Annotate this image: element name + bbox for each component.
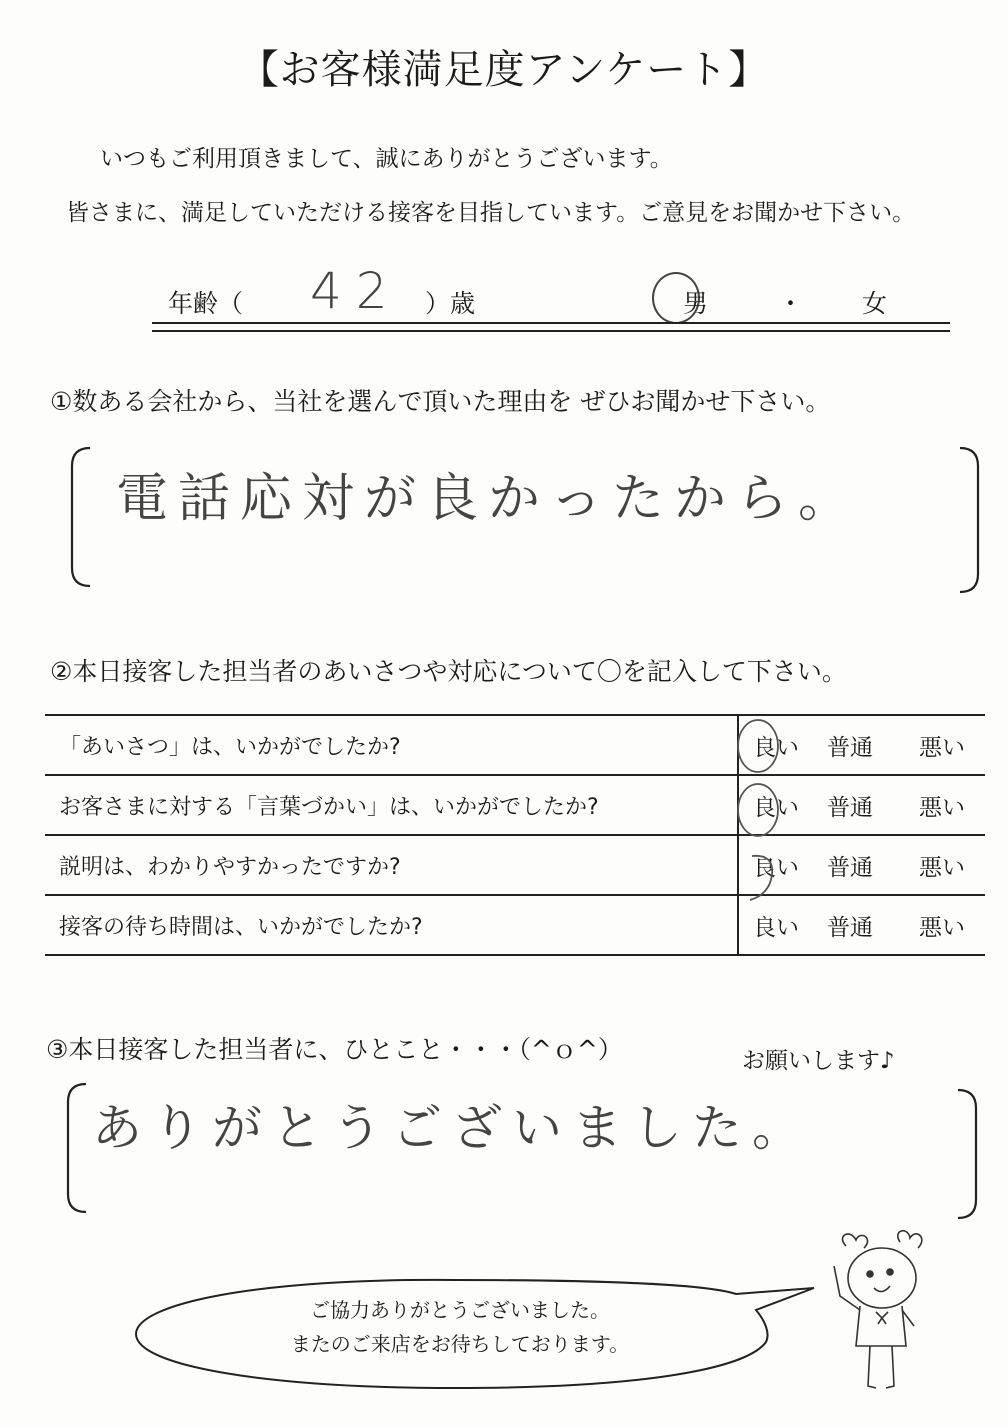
option-normal[interactable]: 普通 bbox=[827, 914, 873, 941]
closing-line-2: またのご来店をお待ちしております。 bbox=[290, 1332, 630, 1356]
profile-underline-2 bbox=[152, 330, 950, 332]
rating-row bbox=[45, 895, 985, 955]
option-good[interactable]: 良い bbox=[753, 854, 799, 881]
rating-row-label: 説明は、わかりやすかったですか? bbox=[45, 835, 738, 895]
rating-row-label: お客さまに対する「言葉づかい」は、いかがでしたか? bbox=[45, 775, 738, 835]
option-good[interactable]: 良い bbox=[753, 794, 799, 821]
closing-line-1: ご協力ありがとうございました。 bbox=[310, 1298, 610, 1322]
option-normal[interactable]: 普通 bbox=[827, 794, 873, 821]
age-suffix: ）歳 bbox=[425, 289, 476, 318]
q3-question: ③本日接客した担当者に、ひとこと・・・（^ｏ^） bbox=[46, 1035, 623, 1064]
option-bad[interactable]: 悪い bbox=[919, 914, 965, 941]
intro-line-2: 皆さまに、満足していただける接客を目指しています。ご意見をお聞かせ下さい。 bbox=[66, 200, 916, 226]
q3-answer[interactable]: ありがとうございました。 bbox=[92, 1099, 812, 1157]
age-label: 年齢（ bbox=[168, 289, 244, 318]
profile-underline-1 bbox=[152, 322, 950, 324]
option-good[interactable]: 良い bbox=[753, 734, 799, 761]
q3-note: お願いします♪ bbox=[742, 1048, 895, 1074]
q1-question: ①数ある会社から、当社を選んで頂いた理由を ぜひお聞かせ下さい。 bbox=[50, 387, 831, 416]
rating-table bbox=[45, 714, 985, 956]
q1-answer[interactable]: 電話応対が良かったから。 bbox=[116, 469, 861, 529]
intro-line-1: いつもご利用頂きまして、誠にありがとうございます。 bbox=[100, 146, 673, 172]
rating-row-label: 接客の待ち時間は、いかがでしたか? bbox=[45, 895, 738, 955]
gender-male[interactable]: 男 bbox=[683, 289, 709, 318]
rating-row-label: 「あいさつ」は、いかがでしたか? bbox=[45, 715, 738, 775]
q2-question: ②本日接客した担当者のあいさつや対応について〇を記入して下さい。 bbox=[50, 657, 847, 686]
option-bad[interactable]: 悪い bbox=[919, 794, 965, 821]
option-bad[interactable]: 悪い bbox=[919, 734, 965, 761]
option-good[interactable]: 良い bbox=[753, 914, 799, 941]
option-bad[interactable]: 悪い bbox=[919, 854, 965, 881]
gender-female[interactable]: 女 bbox=[862, 289, 888, 318]
option-normal[interactable]: 普通 bbox=[827, 734, 873, 761]
mascot-illustration bbox=[826, 1226, 936, 1396]
rating-row bbox=[45, 775, 985, 835]
option-normal[interactable]: 普通 bbox=[827, 854, 873, 881]
rating-row bbox=[45, 835, 985, 895]
selected-rating-circles bbox=[728, 716, 808, 906]
gender-separator: ・ bbox=[778, 289, 804, 318]
rating-row bbox=[45, 715, 985, 775]
age-value[interactable]: 42 bbox=[310, 262, 402, 320]
survey-title: 【お客様満足度アンケート】 bbox=[238, 47, 770, 93]
